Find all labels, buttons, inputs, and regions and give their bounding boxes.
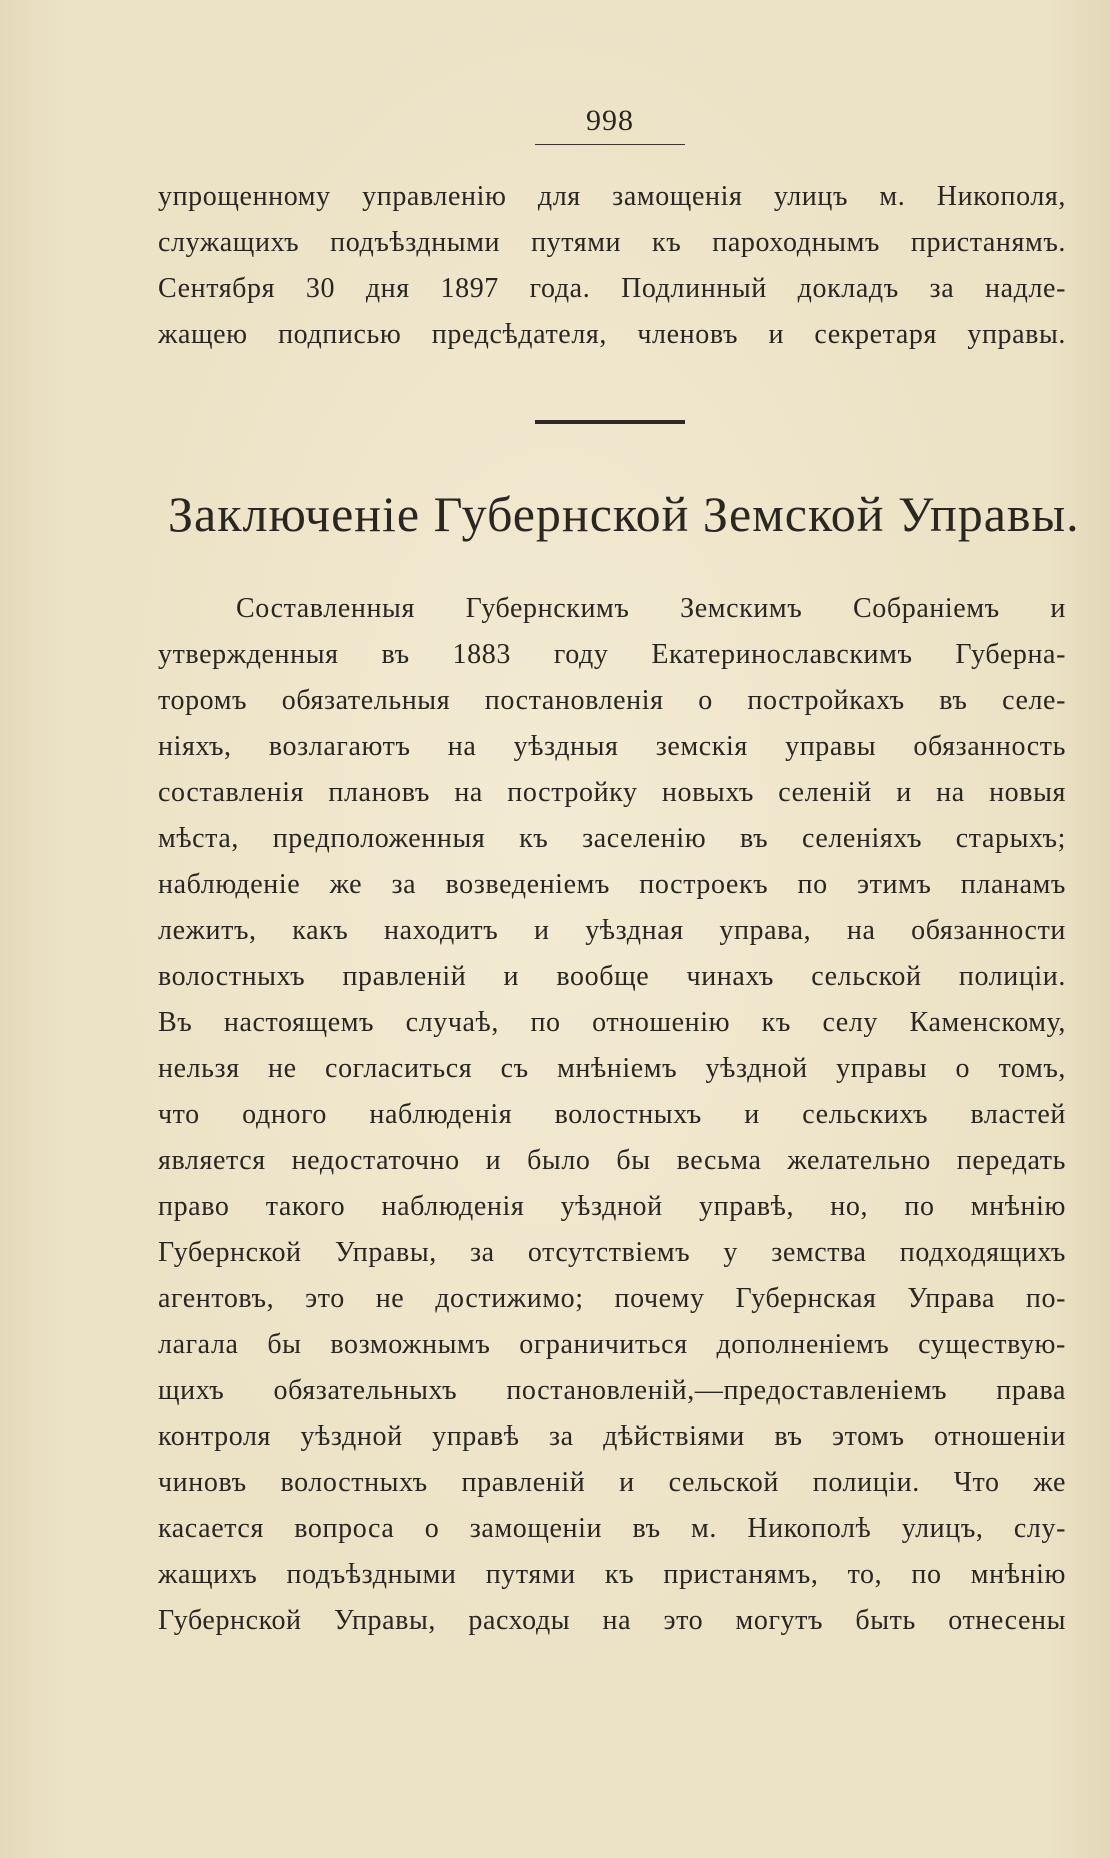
- text-line: упрощенному управленію для замощенія улицъ м. Никополя,: [158, 181, 1066, 212]
- top-paragraph: [158, 174, 1066, 358]
- text-line: чиновъ волостныхъ правленій и сельской полиціи. Что же: [158, 1467, 1066, 1498]
- section-divider: [535, 420, 685, 424]
- text-line: утвержденныя въ 1883 году Екатеринославскимъ Губерна-: [158, 639, 1066, 670]
- text-line: жащею подписью предсѣдателя, членовъ и секретаря управы.: [158, 319, 1066, 350]
- text-line: жащихъ подъѣздными путями къ пристанямъ, то, по мнѣнію: [158, 1559, 1066, 1590]
- section-title: Заключеніе Губернской Земской Управы.: [168, 486, 1080, 542]
- text-line: является недостаточно и было бы весьма желательно передать: [158, 1145, 1066, 1176]
- text-line: Составленныя Губернскимъ Земскимъ Собраніемъ и: [236, 593, 1066, 624]
- text-line: агентовъ, это не достижимо; почему Губернская Управа по-: [158, 1283, 1066, 1314]
- text-line: составленія плановъ на постройку новыхъ селеній и на новыя: [158, 777, 1066, 808]
- text-line: щихъ обязательныхъ постановленій,—предоставленіемъ права: [158, 1375, 1066, 1406]
- text-line: Губернской Управы, за отсутствіемъ у земства подходящихъ: [158, 1237, 1066, 1268]
- page-number-underline: [535, 144, 685, 145]
- text-line: волостныхъ правленій и вообще чинахъ сельской полиціи.: [158, 961, 1066, 992]
- text-line: Сентября 30 дня 1897 года. Подлинный докладъ за надле-: [158, 273, 1066, 304]
- text-line: право такого наблюденія уѣздной управѣ, но, по мнѣнію: [158, 1191, 1066, 1222]
- text-line: Въ настоящемъ случаѣ, по отношенію къ селу Каменскому,: [158, 1007, 1066, 1038]
- text-line: касается вопроса о замощеніи въ м. Никополѣ улицъ, слу-: [158, 1513, 1066, 1544]
- text-line: ніяхъ, возлагаютъ на уѣздныя земскія управы обязанность: [158, 731, 1066, 762]
- text-line: нельзя не согласиться съ мнѣніемъ уѣздной управы о томъ,: [158, 1053, 1066, 1084]
- main-paragraph: [158, 586, 1066, 1644]
- text-line: мѣста, предположенныя къ заселенію въ селеніяхъ старыхъ;: [158, 823, 1066, 854]
- text-line: служащихъ подъѣздными путями къ пароходнымъ пристанямъ.: [158, 227, 1066, 258]
- text-line: лежитъ, какъ находитъ и уѣздная управа, на обязанности: [158, 915, 1066, 946]
- text-line: Губернской Управы, расходы на это могутъ быть отнесены: [158, 1605, 1066, 1636]
- text-line: контроля уѣздной управѣ за дѣйствіями въ этомъ отношеніи: [158, 1421, 1066, 1452]
- page-number: 998: [586, 104, 634, 137]
- text-line: наблюденіе же за возведеніемъ построекъ по этимъ планамъ: [158, 869, 1066, 900]
- text-line: торомъ обязательныя постановленія о постройкахъ въ селе-: [158, 685, 1066, 716]
- text-line: лагала бы возможнымъ ограничиться дополненіемъ существую-: [158, 1329, 1066, 1360]
- text-line: что одного наблюденія волостныхъ и сельскихъ властей: [158, 1099, 1066, 1130]
